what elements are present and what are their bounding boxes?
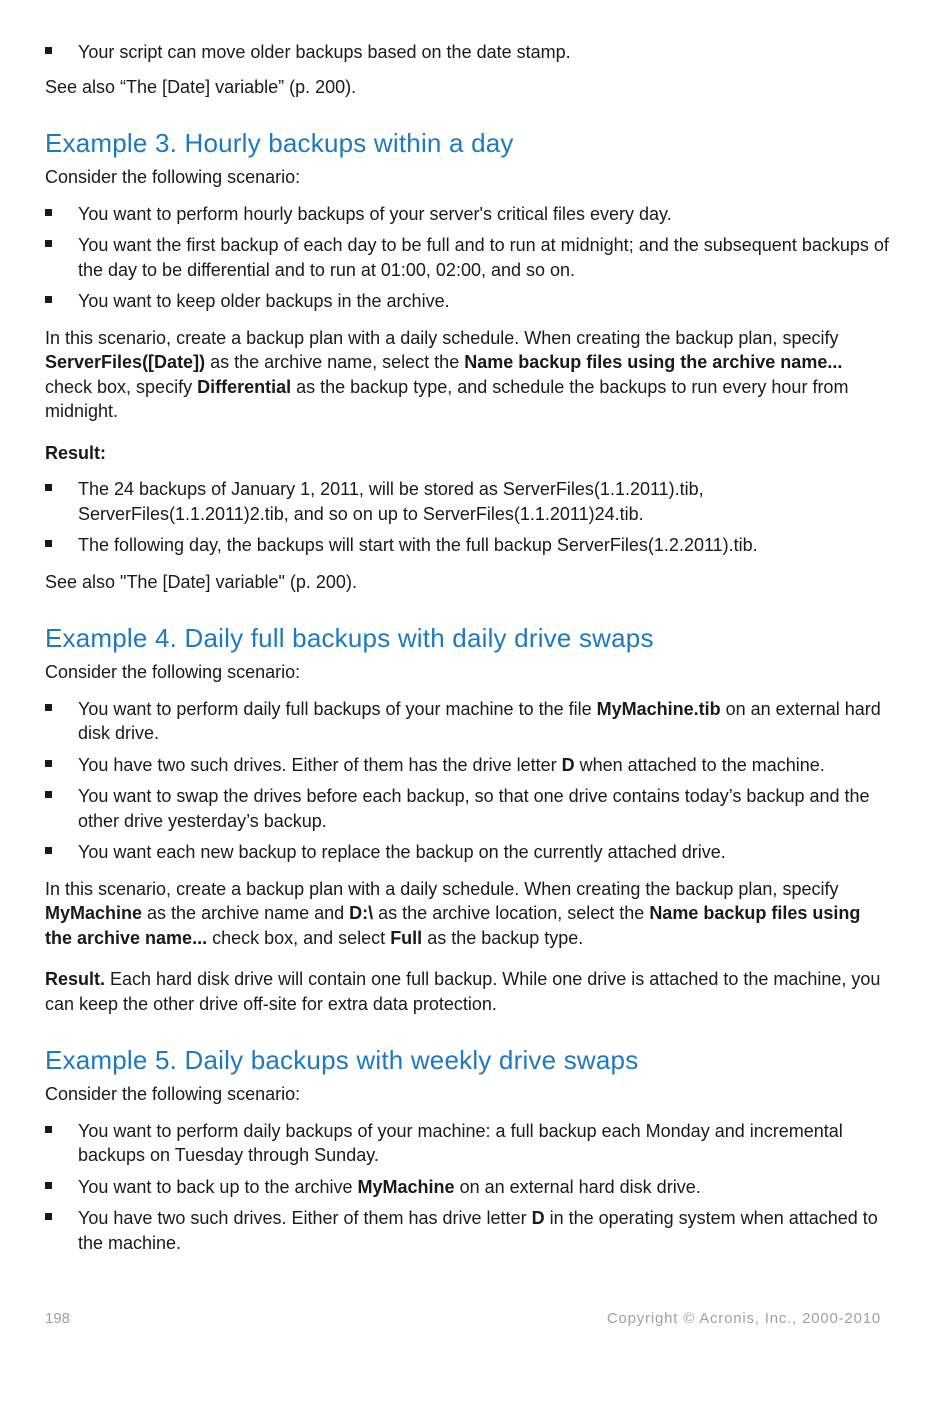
section-heading-example-4: Example 4. Daily full backups with daily drive swaps	[45, 623, 654, 653]
section-heading-example-3: Example 3. Hourly backups within a day	[45, 128, 514, 158]
bullet-icon	[45, 760, 52, 767]
list-item: You want to back up to the archive MyMachine on an external hard disk drive.	[45, 1175, 890, 1200]
bullet-icon	[45, 484, 52, 491]
bullet-icon	[45, 540, 52, 547]
page-number: 198	[45, 1310, 71, 1327]
copyright-text: Copyright © Acronis, Inc., 2000-2010	[606, 1310, 881, 1327]
list-item: You want to keep older backups in the archive.	[45, 289, 890, 314]
list-item: You want to swap the drives before each backup, so that one drive contains today’s backup and the other drive yesterday’s backup.	[45, 784, 890, 833]
list-item: You have two such drives. Either of them has drive letter D in the operating system when attached to the machine.	[45, 1206, 890, 1255]
bullet-icon	[45, 791, 52, 798]
list-item: The 24 backups of January 1, 2011, will be stored as ServerFiles(1.1.2011).tib, ServerFiles(1.1.2011)2.tib, and so on up to ServerFiles(1.1.2011)24.tib.	[45, 477, 890, 526]
bullet-icon	[45, 847, 52, 854]
list-item: You have two such drives. Either of them has the drive letter D when attached to the machine.	[45, 753, 890, 778]
bullet-icon	[45, 704, 52, 711]
list-item: You want each new backup to replace the backup on the currently attached drive.	[45, 840, 890, 865]
bullet-icon	[45, 209, 52, 216]
intro-text: Consider the following scenario:	[45, 167, 301, 187]
document-page	[45, 40, 890, 1255]
list-item: You want to perform hourly backups of your server's critical files every day.	[45, 202, 890, 227]
body-paragraph: In this scenario, create a backup plan with a daily schedule. When creating the backup plan, specify MyMachine as the archive name and D:\ as the archive location, select the Name backup files using the archive name... check box, and select Full as the backup type.	[45, 878, 861, 948]
see-also-text: See also "The [Date] variable" (p. 200).	[45, 571, 357, 592]
section-heading-example-5: Example 5. Daily backups with weekly drive swaps	[45, 1045, 639, 1075]
bullet-icon	[45, 240, 52, 247]
body-paragraph: In this scenario, create a backup plan with a daily schedule. When creating the backup plan, specify ServerFiles([Date]) as the archive name, select the Name backup files using the archive name... check box, specify Differential as the backup type, and schedule the backups to run every hour from midnight.	[45, 327, 849, 421]
bullet-icon	[45, 1182, 52, 1189]
see-also-text: See also “The [Date] variable” (p. 200).	[45, 76, 357, 97]
result-paragraph: Result. Each hard disk drive will contain one full backup. While one drive is attached to the machine, you can keep the other drive off-site for extra data protection.	[45, 969, 881, 1014]
list-item: You want the first backup of each day to be full and to run at midnight; and the subsequent backups of the day to be differential and to run at 01:00, 02:00, and so on.	[45, 233, 890, 282]
list-item: The following day, the backups will start with the full backup ServerFiles(1.2.2011).tib.	[45, 533, 890, 558]
bullet-icon	[45, 1213, 52, 1220]
intro-text: Consider the following scenario:	[45, 662, 301, 682]
intro-text: Consider the following scenario:	[45, 1084, 301, 1104]
result-label: Result:	[45, 442, 107, 463]
list-item: Your script can move older backups based on the date stamp.	[45, 40, 890, 65]
list-item: You want to perform daily backups of your machine: a full backup each Monday and incremental backups on Tuesday through Sunday.	[45, 1119, 890, 1168]
list-item: You want to perform daily full backups of your machine to the file MyMachine.tib on an external hard disk drive.	[45, 697, 890, 746]
bullet-icon	[45, 1126, 52, 1133]
bullet-icon	[45, 296, 52, 303]
bullet-icon	[45, 47, 52, 54]
